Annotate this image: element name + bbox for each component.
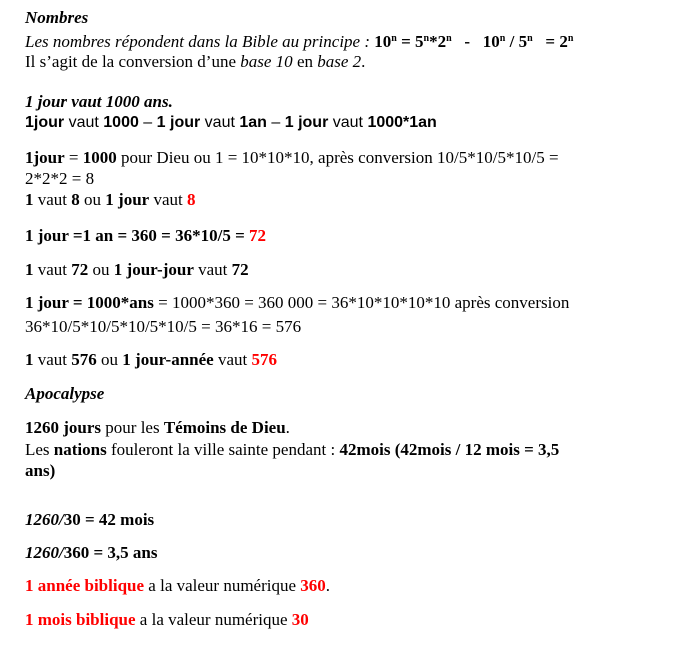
jour-an-line: 1 jour =1 an = 360 = 36*10/5 = 72 bbox=[25, 226, 267, 245]
jour-an-sans-line: 1jour vaut 1000 – 1 jour vaut 1an – 1 jour vaut 1000*1an bbox=[25, 114, 437, 131]
title-text: Nombres bbox=[25, 8, 89, 27]
mois-biblique-line: 1 mois biblique a la valeur numérique 30 bbox=[25, 610, 309, 629]
calc-1260-360: 1260/360 = 3,5 ans bbox=[25, 543, 158, 562]
dieu-line: 1jour = 1000 pour Dieu ou 1 = 10*10*10, après conversion 10/5*10/5*10/5 = bbox=[25, 148, 559, 167]
conversion-line: Il s’agit de la conversion d’une base 10 en base 2. bbox=[25, 52, 366, 71]
principle-line bbox=[25, 32, 573, 52]
jour-1000-title: 1 jour vaut 1000 ans. bbox=[25, 92, 173, 111]
section-title-nombres bbox=[25, 8, 88, 28]
jour-ans-line: 1 jour = 1000*ans = 1000*360 = 360 000 = 36*10*10*10*10 après conversion bbox=[25, 293, 570, 312]
principle-text: Les nombres répondent dans la Bible au principe : bbox=[25, 32, 375, 51]
temoins-line: 1260 jours pour les Témoins de Dieu. bbox=[25, 418, 290, 437]
vaut-576-line: 1 vaut 576 ou 1 jour-année vaut 576 bbox=[25, 350, 278, 369]
apocalypse-heading: Apocalypse bbox=[25, 384, 105, 403]
nations-line-cont: ans) bbox=[25, 461, 56, 480]
nations-line: Les nations fouleront la ville sainte pendant : 42mois (42mois / 12 mois = 3,5 bbox=[25, 440, 560, 459]
calc-1260-30: 1260/30 = 42 mois bbox=[25, 510, 155, 529]
formula: $10^n = 5^n*2^n - 10^n / 5^n = 2^n$ bbox=[374, 32, 574, 51]
jour-ans-line-cont: 36*10/5*10/5*10/5*10/5 = 36*16 = 576 bbox=[25, 317, 302, 336]
dieu-line-cont: 2*2*2 = 8 bbox=[25, 169, 95, 188]
vaut-72-line: 1 vaut 72 ou 1 jour-jour vaut 72 bbox=[25, 260, 249, 279]
vaut-8-line: 1 vaut 8 ou 1 jour vaut 8 bbox=[25, 190, 196, 209]
annee-biblique-line: 1 année biblique a la valeur numérique 360. bbox=[25, 576, 331, 595]
